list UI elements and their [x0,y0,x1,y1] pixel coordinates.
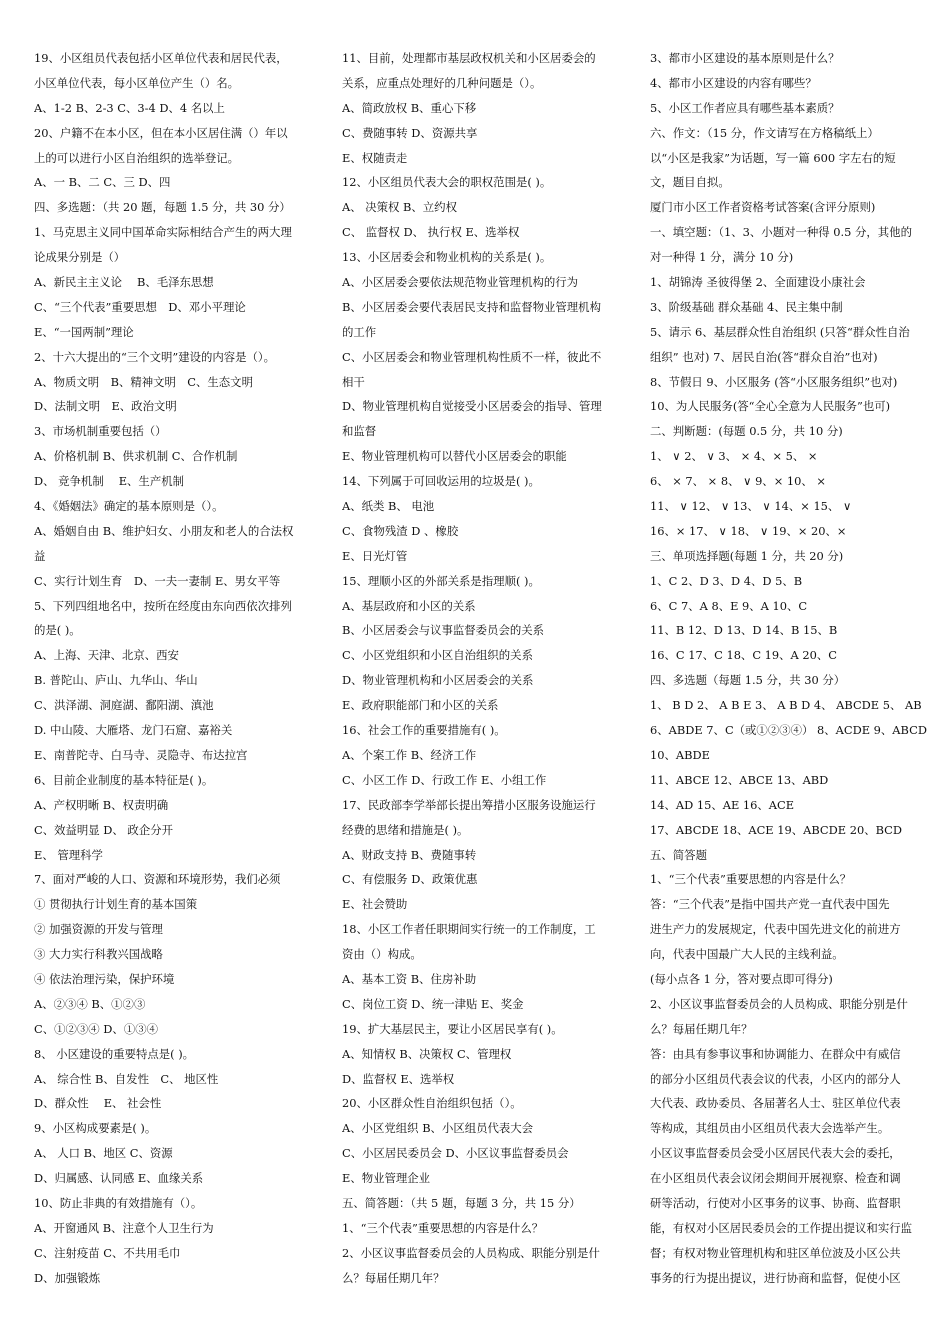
text-line: A、价格机制 B、供求机制 C、合作机制 [34,449,238,464]
text-line: 研等活动，行使对小区事务的议事、协商、监督职 [650,1195,901,1210]
text-line: A、知情权 B、决策权 C、管理权 [342,1046,512,1061]
text-line: (每小点各 1 分，答对要点即可得分) [650,971,833,986]
text-line: E、 管理科学 [34,847,103,862]
text-line: 督；有权对物业管理机构和驻区单位波及小区公共 [650,1245,901,1260]
text-line: 四、多选题（每题 1.5 分，共 30 分） [650,673,846,688]
text-line: 益 [34,548,46,563]
text-line: 能，有权对小区居民委员会的工作提出提议和实行监 [650,1220,912,1235]
text-line: 对一种得 1 分，满分 10 分) [650,250,794,265]
text-line: E、“一国两制”理论 [34,324,134,339]
text-line: B、小区居委会要代表居民支持和监督物业管理机构 [342,299,601,314]
text-line: C、食物残渣 D 、橡胶 [342,523,459,538]
text-line: 1、“三个代表”重要思想的内容是什么？ [342,1220,544,1235]
text-line: C、费随事转 D、资源共享 [342,125,478,140]
text-line: 六、作文：（15 分，作文请写在方格稿纸上） [650,125,879,140]
text-line: C、洪泽湖、洞庭湖、鄱阳湖、滇池 [34,698,214,713]
text-line: 么？每届任期几年？ [342,1270,445,1285]
text-line: B、小区居委会与议事监督委员会的关系 [342,623,545,638]
text-line: 三、单项选择题(每题 1 分，共 20 分) [650,548,844,563]
text-line: 么？每届任期几年？ [650,1021,753,1036]
text-line: C、“三个代表”重要思想 D、邓小平理论 [34,299,246,314]
text-line: 2、十六大提出的“三个文明”建设的内容是（）。 [34,349,276,364]
text-line: D、物业管理机构自觉接受小区居委会的指导、管理 [342,399,602,414]
text-line: 五、简答题 [650,847,707,862]
text-line: 文，题目自拟。 [650,175,730,190]
text-line: A、新民主主义论 B、毛泽东思想 [34,275,214,290]
text-line: A、小区党组织 B、小区组员代表大会 [342,1121,534,1136]
text-line: 17、民政部李学举部长提出筹措小区服务设施运行 [342,797,596,812]
text-line: A、物质文明 B、精神文明 C、生态文明 [34,374,253,389]
text-line: 20、小区群众性自治组织包括（）。 [342,1096,522,1111]
text-line: C、小区居民委员会 D、小区议事监督委员会 [342,1146,569,1161]
text-line: D、物业管理机构和小区居委会的关系 [342,673,534,688]
text-line: 9、小区构成要素是( )。 [34,1121,157,1136]
text-line: 和监督 [342,424,377,439]
text-line: D、监督权 E、选举权 [342,1071,455,1086]
text-line: A、一 B、二 C、三 D、四 [34,175,171,190]
text-line: 3、都市小区建设的基本原则是什么？ [650,51,840,65]
text-line: 16、× 17、 ∨ 18、 ∨ 19、× 20、× [650,523,847,538]
text-line: 的工作 [342,324,377,339]
text-line: ③ 大力实行科教兴国战略 [34,947,163,962]
text-line: 2、小区议事监督委员会的人员构成、职能分别是什 [342,1245,600,1260]
text-line: 6、C 7、A 8、E 9、A 10、C [650,598,808,613]
text-line: 20、户籍不在本小区，但在本小区居住满（）年以 [34,125,288,140]
text-line: 10、ABDE [650,747,710,762]
text-line: 16、C 17、C 18、C 19、A 20、C [650,648,837,663]
text-line: C、注射疫苗 C、不共用毛巾 [34,1245,181,1260]
text-line: 6、目前企业制度的基本特征是( )。 [34,772,214,787]
text-line: 2、小区议事监督委员会的人员构成、职能分别是什 [650,996,908,1011]
text-line: 答：由具有参事议事和协调能力、在群众中有威信 [650,1046,901,1061]
text-line: C、有偿服务 D、政策优惠 [342,872,478,887]
text-line: A、1-2 B、2-3 C、3-4 D、4 名以上 [34,100,225,115]
text-line: 1、 ∨ 2、 ∨ 3、 × 4、× 5、 × [650,449,818,464]
text-line: 进生产力的发展规定，代表中国先进文化的前进方 [650,922,901,937]
text-line: 上的可以进行小区自治组织的选举登记。 [34,150,240,165]
text-line: A、②③④ B、①②③ [34,996,146,1011]
text-line: 15、理顺小区的外部关系是指理顺( )。 [342,573,540,588]
text-line: 事务的行为提出提议，进行协商和监督，促使小区 [650,1270,901,1285]
text-line: 二、判断题：(每题 0.5 分，共 10 分) [650,424,843,439]
text-line: E、日光灯管 [342,548,408,563]
text-line: 19、小区组员代表包括小区单位代表和居民代表， [34,51,288,65]
text-line: C、小区居委会和物业管理机构性质不一样，彼此不 [342,349,602,364]
text-line: ④ 依法治理污染，保护环境 [34,971,175,986]
text-line: 16、社会工作的重要措施有( )。 [342,723,506,738]
text-line: 向，代表中国最广大人民的主线利益。 [650,947,844,962]
text-line: 的是( )。 [34,623,81,638]
text-line: 11、ABCE 12、ABCE 13、ABD [650,772,829,787]
text-line: 4、都市小区建设的内容有哪些？ [650,75,817,90]
text-line: A、上海、天津、北京、西安 [34,648,179,663]
text-line: 3、阶级基础 群众基础 4、民主集中制 [650,299,843,314]
text-line: 3、市场机制重要包括（） [34,424,167,439]
text-line: D. 中山陵、大雁塔、龙门石窟、嘉裕关 [34,723,233,738]
text-line: 答：“三个代表”是指中国共产党一直代表中国先 [650,897,890,912]
text-line: D、群众性 E、 社会性 [34,1096,162,1111]
text-line: 17、ABCDE 18、ACE 19、ABCDE 20、BCD [650,822,903,837]
text-line: 1、胡锦涛 圣彼得堡 2、全面建设小康社会 [650,275,866,290]
text-line: E、南普陀寺、白马寺、灵隐寺、布达拉宫 [34,747,248,762]
text-line: D、法制文明 E、政治文明 [34,399,177,414]
text-line: 18、小区工作者任职期间实行统一的工作制度，工 [342,922,596,937]
text-line: D、归属感、认同感 E、血缘关系 [34,1171,204,1186]
text-line: E、物业管理企业 [342,1171,431,1186]
text-line: A、开窗通风 B、注意个人卫生行为 [34,1220,214,1235]
text-line: E、社会赞助 [342,897,408,912]
text-line: 19、扩大基层民主，要让小区居民享有( )。 [342,1021,563,1036]
text-line: 组织” 也对) 7、居民自治(答“群众自治”也对) [650,349,878,364]
text-line: 小区议事监督委员会受小区居民代表大会的委托， [650,1146,901,1161]
text-line: 8、 小区建设的重要特点是( )。 [34,1046,195,1061]
text-line: 以“小区是我家”为话题，写一篇 600 字左右的短 [650,150,896,165]
text-line: 在小区组员代表会议闭会期间开展视察、检查和调 [650,1171,901,1186]
text-line: 6、ABDE 7、C（或①②③④） 8、ACDE 9、ABCD [650,723,927,738]
text-line: 等构成，其组员由小区组员代表大会选举产生。 [650,1121,890,1136]
text-line: 5、下列四组地名中，按所在经度由东向西依次排列 [34,598,292,613]
text-line: 8、节假日 9、小区服务 (答“小区服务组织”也对) [650,374,898,389]
text-line: C、岗位工资 D、统一津贴 E、奖金 [342,996,524,1011]
text-line: A、 决策权 B、立约权 [342,200,457,215]
text-line: 五、简答题：（共 5 题，每题 3 分，共 15 分） [342,1195,581,1210]
text-column-middle [342,46,620,1291]
text-line: 4、《婚姻法》确定的基本原则是（）。 [34,499,224,514]
text-line: D、加强锻炼 [34,1270,101,1285]
text-line: 资由（）构成。 [342,947,422,962]
text-line: 1、 B D 2、 A B E 3、 A B D 4、 ABCDE 5、 AB [650,698,922,713]
text-line: A、个案工作 B、经济工作 [342,747,477,762]
text-line: E、政府职能部门和小区的关系 [342,698,499,713]
text-line: 14、AD 15、AE 16、ACE [650,797,795,812]
text-line: A、财政支持 B、费随事转 [342,847,477,862]
text-line: A、基本工资 B、住房补助 [342,971,477,986]
text-line: 7、面对严峻的人口、资源和环境形势，我们必须 [34,872,281,887]
text-line: B. 普陀山、庐山、九华山、华山 [34,673,198,688]
text-line: 经费的思绪和措施是( )。 [342,822,469,837]
text-line: 1、马克思主义同中国革命实际相结合产生的两大理 [34,225,292,240]
text-line: E、权随责走 [342,150,408,165]
text-line: 的部分小区组员代表会议的代表，小区内的部分人 [650,1071,901,1086]
text-line: A、产权明晰 B、权责明确 [34,797,169,812]
text-line: 12、小区组员代表大会的职权范围是( )。 [342,175,552,190]
text-line: 相干 [342,374,365,389]
text-line: 5、请示 6、基层群众性自治组织 (只答“群众性自治 [650,324,910,339]
text-line: A、 综合性 B、自发性 C、 地区性 [34,1071,219,1086]
text-line: A、 人口 B、地区 C、资源 [34,1146,173,1161]
text-line: C、①②③④ D、①③④ [34,1021,158,1036]
text-line: 6、 × 7、 × 8、 ∨ 9、× 10、 × [650,474,826,489]
text-line: E、物业管理机构可以替代小区居委会的职能 [342,449,567,464]
text-column-left [34,46,312,1291]
text-line: 11、目前，处理都市基层政权机关和小区居委会的 [342,51,596,65]
text-line: 5、小区工作者应具有哪些基本素质？ [650,100,840,115]
text-line: 大代表、政协委员、各届著名人士、驻区单位代表 [650,1096,901,1111]
text-line: A、婚姻自由 B、维护妇女、小朋友和老人的合法权 [34,523,294,538]
text-column-right [650,46,928,1291]
text-line: 关系，应重点处理好的几种问题是（）。 [342,75,542,90]
text-line: 10、为人民服务(答“全心全意为人民服务”也可) [650,399,891,414]
text-line: 1、C 2、D 3、D 4、D 5、B [650,573,803,588]
text-line: 论成果分别是（） [34,250,126,265]
text-line: 10、防止非典的有效措施有（）。 [34,1195,203,1210]
text-line: 11、 ∨ 12、 ∨ 13、 ∨ 14、× 15、 ∨ [650,499,852,514]
text-line: 1、“三个代表”重要思想的内容是什么？ [650,872,852,887]
text-line: 13、小区居委会和物业机构的关系是( )。 [342,250,552,265]
text-line: C、 监督权 D、 执行权 E、选举权 [342,225,520,240]
text-line: ② 加强资源的开发与管理 [34,922,163,937]
text-line: A、基层政府和小区的关系 [342,598,476,613]
text-line: 11、B 12、D 13、D 14、B 15、B [650,623,838,638]
text-line: A、小区居委会要依法规范物业管理机构的行为 [342,275,579,290]
text-line: 四、多选题：（共 20 题，每题 1.5 分，共 30 分） [34,200,291,215]
text-line: 小区单位代表，每小区单位产生（）名。 [34,75,240,90]
text-line: ① 贯彻执行计划生育的基本国策 [34,897,198,912]
text-line: A、纸类 B、 电池 [342,499,435,514]
text-line: 一、填空题：（1、3、小题对一种得 0.5 分，其他的 [650,225,912,240]
text-line: C、效益明显 D、 政企分开 [34,822,173,837]
text-line: C、小区党组织和小区自治组织的关系 [342,648,533,663]
text-line: D、 竞争机制 E、生产机制 [34,474,184,489]
text-line: 厦门市小区工作者资格考试答案(含评分原则) [650,200,876,215]
text-line: A、简政放权 B、重心下移 [342,100,477,115]
text-line: 14、下列属于可回收运用的垃圾是( )。 [342,474,540,489]
text-line: C、实行计划生育 D、一夫一妻制 E、男女平等 [34,573,281,588]
text-line: C、小区工作 D、行政工作 E、小组工作 [342,772,547,787]
